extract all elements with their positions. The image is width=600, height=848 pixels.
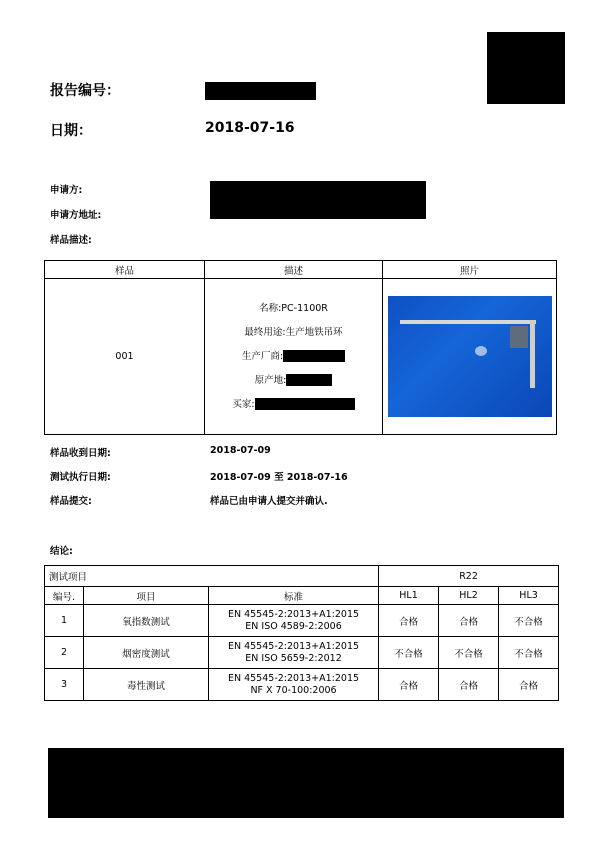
row-no: 2 <box>45 637 84 669</box>
sample-pieces <box>475 346 487 356</box>
row-hl1: 不合格 <box>379 637 439 669</box>
row-standard <box>209 637 379 669</box>
row-hl3: 不合格 <box>499 637 559 669</box>
standard-line-1: EN 45545-2:2013+A1:2015 <box>227 608 360 620</box>
redacted-applicant-info <box>210 181 426 219</box>
col-hl1-header: HL1 <box>379 587 439 605</box>
standard-line-2: EN ISO 4589-2:2006 <box>245 620 342 632</box>
row-no: 3 <box>45 669 84 701</box>
redacted-logo <box>487 32 565 104</box>
test-items-header: 测试项目 <box>45 566 379 587</box>
photo-cell <box>383 279 557 435</box>
origin-row <box>205 369 382 393</box>
col-standard-header: 标准 <box>209 587 379 605</box>
col-item-header: 项目 <box>84 587 209 605</box>
table-row <box>45 637 559 669</box>
sample-tag <box>510 326 528 348</box>
row-standard <box>209 669 379 701</box>
sample-submission-label: 样品提交: <box>50 496 92 507</box>
product-name: 名称:PC-1100R <box>259 302 328 314</box>
test-date-label: 测试执行日期: <box>50 472 111 483</box>
ruler-vertical <box>530 320 535 388</box>
row-hl2: 合格 <box>439 669 499 701</box>
manufacturer-label: 生产厂商: <box>241 350 284 362</box>
row-no: 1 <box>45 605 84 637</box>
col-hl3-header: HL3 <box>499 587 559 605</box>
standard-line-1: EN 45545-2:2013+A1:2015 <box>227 640 360 652</box>
sample-header: 样品 <box>45 261 205 279</box>
redacted-origin <box>286 374 332 386</box>
redacted-buyer <box>255 398 355 410</box>
table-row <box>45 605 559 637</box>
sample-id: 001 <box>45 279 205 435</box>
col-no-header: 编号. <box>45 587 84 605</box>
standard-line-2: NF X 70-100:2006 <box>250 684 337 696</box>
received-date-label: 样品收到日期: <box>50 448 111 459</box>
conclusion-table <box>44 565 559 701</box>
description-cell <box>205 279 383 435</box>
row-hl1: 合格 <box>379 669 439 701</box>
sample-submission-value: 样品已由申请人提交并确认. <box>210 496 328 507</box>
row-hl1: 合格 <box>379 605 439 637</box>
row-item: 烟密度测试 <box>84 637 209 669</box>
col-hl2-header: HL2 <box>439 587 499 605</box>
applicant-address-label: 申请方地址: <box>50 210 102 221</box>
received-date-value: 2018-07-09 <box>210 445 271 456</box>
table-row <box>45 669 559 701</box>
redacted-footer <box>48 748 564 818</box>
date-label: 日期： <box>50 123 92 139</box>
end-use: 最终用途:生产地铁吊环 <box>244 326 343 338</box>
buyer-row <box>205 393 382 417</box>
manufacturer-row <box>205 345 382 369</box>
conclusion-label: 结论: <box>50 546 73 557</box>
row-hl2: 不合格 <box>439 637 499 669</box>
row-hl2: 合格 <box>439 605 499 637</box>
standard-line-2: EN ISO 5659-2:2012 <box>245 652 342 664</box>
test-date-value: 2018-07-09 至 2018-07-16 <box>210 472 348 483</box>
report-number-label: 报告编号： <box>50 83 120 99</box>
applicant-label: 申请方: <box>50 185 83 196</box>
ruler-horizontal <box>400 320 536 324</box>
row-hl3: 合格 <box>499 669 559 701</box>
photo-header: 照片 <box>383 261 557 279</box>
standard-line-1: EN 45545-2:2013+A1:2015 <box>227 672 360 684</box>
row-hl3: 不合格 <box>499 605 559 637</box>
redacted-report-number <box>205 82 316 100</box>
description-header: 描述 <box>205 261 383 279</box>
row-item: 氧指数测试 <box>84 605 209 637</box>
sample-photo <box>388 296 552 417</box>
row-standard <box>209 605 379 637</box>
buyer-label: 买家: <box>232 398 255 410</box>
sample-description-label: 样品描述: <box>50 235 92 246</box>
r22-header: R22 <box>379 566 559 587</box>
origin-label: 原产地: <box>254 374 287 386</box>
redacted-manufacturer <box>283 350 345 362</box>
row-item: 毒性测试 <box>84 669 209 701</box>
sample-table <box>44 260 557 435</box>
date-value: 2018-07-16 <box>205 120 295 136</box>
